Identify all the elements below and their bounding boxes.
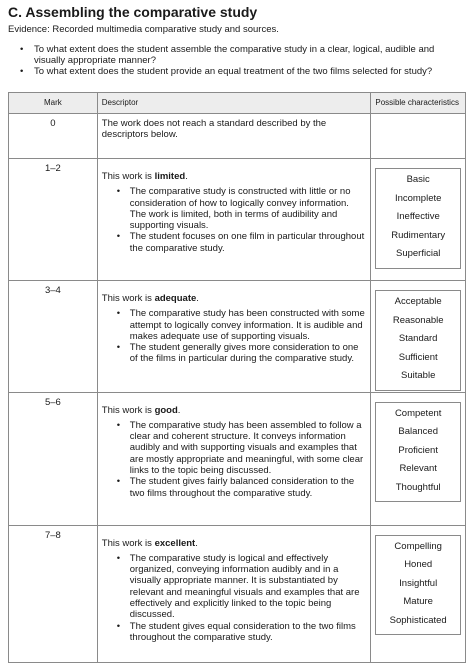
mark-cell: 5–6: [9, 392, 98, 525]
rubric-table: [8, 92, 466, 663]
descriptor-bullet: • The comparative study has been constructed with some attempt to logically convey information. It is audible and makes adequate use of supporting visuals.: [102, 308, 367, 342]
characteristic-item: Sufficient: [398, 351, 438, 363]
characteristic-item: Relevant: [399, 463, 437, 474]
characteristics-cell: [371, 525, 466, 662]
descriptor-cell: [97, 392, 371, 525]
characteristics-column-header: Possible characteristics: [371, 93, 466, 114]
descriptor-lead: [102, 171, 367, 182]
descriptor-bullet: • The comparative study has been assembled to follow a clear and coherent structure. It conveys information audibly and with supporting visuals and examples that are mostly appropriate and meaningful, with some clear links to the topic being discussed.: [102, 420, 367, 476]
characteristic-item: Honed: [404, 559, 433, 570]
descriptor-bullets: [102, 553, 367, 643]
characteristic-item: Suitable: [401, 370, 436, 381]
evidence-line: Evidence: Recorded multimedia comparative study and sources.: [8, 24, 279, 35]
characteristic-item: Incomplete: [394, 192, 442, 204]
characteristics-list: [375, 535, 461, 636]
question-item: • To what extent does the student assemble the comparative study in a clear, logical, audible and visually appropriate manner?: [18, 44, 468, 66]
descriptor-lead: [102, 405, 367, 416]
characteristic-item: Insightful: [399, 577, 438, 589]
descriptor-bullets: [102, 308, 367, 364]
lead-text: This work is: [101, 293, 155, 304]
descriptor-bullet: • The student gives equal consideration to the two films throughout the comparative study.: [102, 621, 367, 644]
lead-text: This work is: [101, 171, 155, 182]
characteristic-item: Proficient: [398, 444, 438, 456]
characteristics-cell: [371, 159, 466, 281]
lead-text: This work is: [101, 537, 155, 549]
characteristic-item: Mature: [403, 596, 433, 607]
mark-column-header: Mark: [9, 93, 98, 114]
mark-cell: 7–8: [9, 525, 98, 662]
mark-cell: 0: [9, 114, 98, 159]
characteristics-list: [375, 402, 461, 503]
descriptor-cell: [97, 525, 371, 662]
descriptor-cell: The work does not reach a standard described by the descriptors below.: [97, 114, 371, 159]
guiding-questions: [18, 44, 468, 77]
lead-end: .: [196, 293, 199, 304]
table-row: [9, 159, 466, 281]
characteristic-item: Standard: [398, 333, 438, 344]
characteristic-item: Ineffective: [396, 211, 440, 222]
lead-end: .: [195, 537, 198, 549]
characteristic-item: Competent: [394, 407, 442, 419]
level-word: excellent: [154, 537, 196, 549]
characteristic-item: Rudimentary: [391, 229, 446, 241]
descriptor-bullet: • The student focuses on one film in particular throughout the comparative study.: [102, 231, 367, 254]
descriptor-bullet: • The comparative study is logical and effectively organized, conveying information audibly and in a visually appropriate manner. It is substantiated by relevant and meaningful visuals and examples that are effectively and explicitly linked to the topic being discussed.: [102, 553, 367, 621]
lead-text: This work is: [101, 404, 155, 416]
level-word: adequate: [154, 293, 197, 304]
lead-end: .: [185, 171, 188, 182]
table-row: [9, 525, 466, 662]
characteristic-item: Acceptable: [394, 296, 442, 307]
characteristics-list: [375, 290, 461, 391]
descriptor-column-header: Descriptor: [97, 93, 371, 114]
section-title: C. Assembling the comparative study: [8, 4, 258, 20]
characteristic-item: Superficial: [396, 248, 441, 259]
characteristic-item: Compelling: [394, 540, 442, 552]
table-row: [9, 114, 466, 159]
level-word: good: [154, 404, 178, 416]
characteristic-item: Balanced: [398, 426, 438, 437]
lead-end: .: [177, 404, 181, 416]
characteristics-list: [375, 168, 461, 269]
descriptor-bullets: [102, 420, 367, 499]
characteristic-item: Basic: [406, 174, 430, 185]
descriptor-bullet: • The student gives fairly balanced consideration to the two films throughout the comparative study.: [102, 476, 367, 499]
descriptor-bullets: [102, 186, 367, 254]
question-item: • To what extent does the student provide an equal treatment of the two films selected for study?: [18, 66, 468, 77]
descriptor-bullet: • The student generally gives more consideration to one of the films in particular during the comparative study.: [102, 342, 367, 365]
descriptor-cell: [97, 159, 371, 281]
characteristic-item: Reasonable: [392, 314, 444, 326]
characteristics-cell: [371, 114, 466, 159]
characteristics-cell: [371, 392, 466, 525]
table-row: [9, 392, 466, 525]
mark-cell: 1–2: [9, 159, 98, 281]
characteristic-item: Thoughtful: [395, 481, 441, 493]
level-word: limited: [154, 171, 186, 182]
descriptor-bullet: • The comparative study is constructed with little or no consideration of how to logically convey information. The work is limited, both in terms of audibility and supporting visuals.: [102, 186, 367, 231]
mark-cell: 3–4: [9, 281, 98, 393]
descriptor-lead: [102, 293, 367, 304]
header-row: [9, 93, 466, 114]
characteristics-cell: [371, 281, 466, 393]
table-row: [9, 281, 466, 393]
characteristic-item: Sophisticated: [389, 614, 447, 626]
descriptor-lead: [102, 538, 367, 549]
descriptor-cell: [97, 281, 371, 393]
